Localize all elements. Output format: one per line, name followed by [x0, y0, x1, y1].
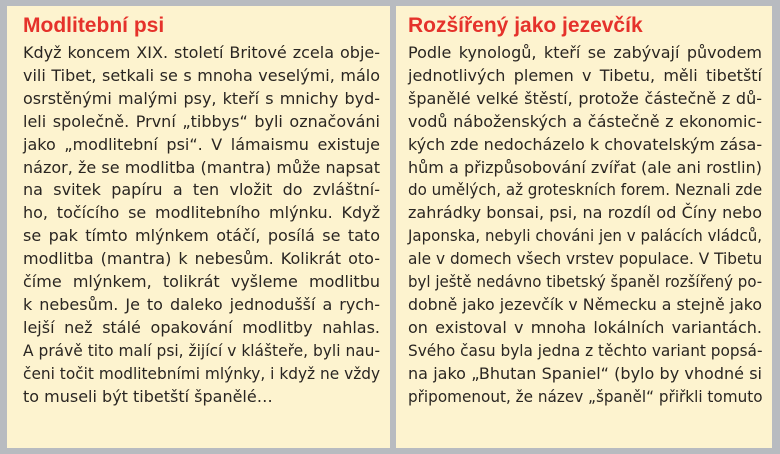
text-line: lejší než stálé opakování modlitby nahlas. — [23, 317, 380, 337]
text-line: leli společně. První „tibbys“ byli označováni — [23, 111, 380, 131]
text-line: hům a přizpůsobování zvířat (ale ani rostlin) — [408, 157, 762, 177]
text-line: byl ještě nedávno tibetský španěl rozšířený po- — [408, 272, 763, 292]
text-line: se pak tímto mlýnkem otáčí, posílá se tato — [23, 226, 380, 246]
text-line: názor, že se modlitba (mantra) může napsat — [23, 157, 380, 177]
text-line: dobně jako jezevčík v Německu a stejně jako — [408, 294, 762, 314]
article-modlitebni-psi — [7, 6, 390, 448]
text-line: připomenout, že název „španěl“ přiřkli tomuto — [408, 386, 763, 406]
text-line: čeni točit modlitebními mlýnky, i když ne vždy — [23, 363, 381, 383]
text-line: Když koncem XIX. století Britové zcela obje- — [23, 43, 380, 62]
text-line: Japonska, nebyli chováni jen v palácích vládců, — [408, 226, 763, 246]
text-line: A právě tito malí psi, žijící v klášteře, byli nau- — [23, 340, 381, 360]
text-line: jako „modlitební psi“. V lámaismu existuje — [23, 134, 380, 154]
text-line: do umělých, až groteskních forem. Neznali zde — [408, 180, 763, 200]
text-line: Podle kynologů, kteří se zabývají původem — [408, 43, 762, 62]
text-line: kých zde nedocházelo k chovatelským zása- — [408, 134, 763, 154]
text-line: osrstěnými malými psy, kteří s mnichy byd- — [23, 88, 380, 108]
article-title: Modlitební psi — [23, 14, 165, 37]
article-rozsireny-jako-jezevcik — [396, 6, 772, 448]
text-line: na jako „Bhutan Spaniel“ (bylo by vhodné si — [408, 363, 762, 383]
text-line: Svého času byla jedna z těchto variant popsá- — [408, 340, 763, 360]
text-line: ale v domech všech vrstev populace. V Tibetu — [408, 249, 763, 269]
text-line: vili Tibet, setkali se s mnoha veselými, málo — [23, 65, 380, 85]
article-title: Rozšířený jako jezevčík — [408, 14, 643, 37]
article-body — [408, 42, 762, 409]
text-line: ho, točícího se modlitebního mlýnku. Když — [23, 203, 380, 223]
text-line: jednotlivých plemen v Tibetu, měli tibetští — [408, 65, 762, 85]
text-line: k nebesům. Je to daleko jednodušší a rych- — [23, 294, 380, 314]
text-line: číme mlýnkem, tolikrát vyšleme modlitbu — [23, 272, 380, 292]
text-line: modlitba (mantra) k nebesům. Kolikrát oto- — [23, 249, 380, 269]
article-body — [23, 42, 380, 409]
text-line: vodů náboženských a částečně z ekonomic- — [408, 111, 762, 131]
text-line: on existoval v mnoha lokálních variantách. — [408, 317, 762, 337]
text-line: španělé velké štěstí, protože částečně z dů- — [408, 88, 762, 108]
text-line: zahrádky bonsai, psi, na rozdíl od Číny nebo — [408, 203, 762, 223]
text-line: to museli být tibetští španělé… — [23, 386, 273, 406]
text-line: na svitek papíru a ten vložit do zvláštní- — [23, 180, 380, 200]
